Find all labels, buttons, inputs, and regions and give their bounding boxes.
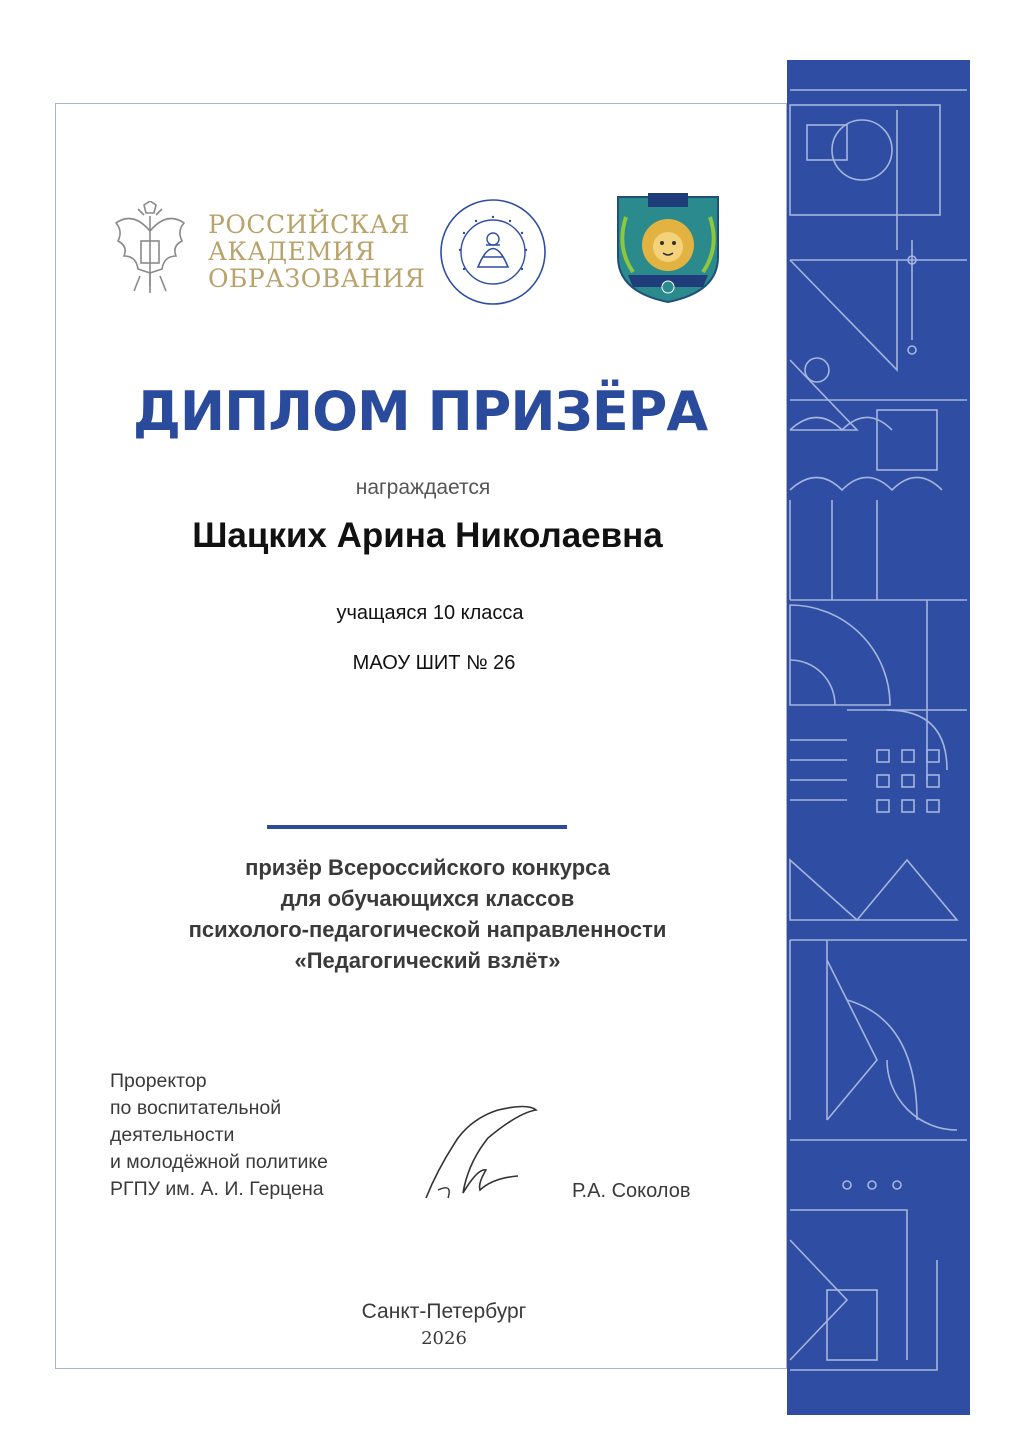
contest-line-1: призёр Всероссийского конкурса [245, 855, 610, 880]
decorative-pattern-band [787, 60, 970, 1415]
diploma-title: ДИПЛОМ ПРИЗЁРА [132, 380, 708, 443]
year-label: 2026 [421, 1328, 467, 1349]
signer-name: Р.А. Соколов [572, 1180, 691, 1202]
recipient-school: МАОУ ШИТ № 26 [352, 652, 516, 674]
recipient-name: Шацких Арина Николаевна [192, 516, 663, 555]
recipient-grade: учащаяся 10 класса [336, 602, 524, 624]
signer-line-4: и молодёжной политике [110, 1151, 329, 1173]
signer-line-2: по воспитательной [110, 1097, 282, 1119]
handwritten-signature [418, 1098, 548, 1213]
logos-row [108, 195, 748, 310]
herzen-seal-icon [438, 195, 548, 315]
city-label: Санкт-Петербург [361, 1300, 527, 1323]
contest-line-3: психолого-педагогической направленности [188, 917, 667, 942]
contest-line-2: для обучающихся классов [280, 886, 575, 911]
awarded-label: награждается [355, 476, 491, 499]
rao-line-3: ОБРАЗОВАНИЯ [208, 264, 426, 293]
signer-position [110, 1068, 328, 1203]
signer-line-5: РГПУ им. А. И. Герцена [110, 1178, 324, 1200]
rao-line-1: РОССИЙСКАЯ [208, 210, 410, 239]
signer-line-3: деятельности [110, 1124, 235, 1146]
divider-line [267, 825, 567, 829]
signer-line-1: Проректор [110, 1070, 207, 1092]
rao-line-2: АКАДЕМИЯ [208, 237, 376, 266]
rao-wordmark [208, 211, 425, 292]
contest-line-4: «Педагогический взлёт» [294, 948, 561, 973]
lion-crest-icon [608, 187, 728, 312]
double-headed-eagle-icon [108, 201, 193, 301]
contest-description [0, 852, 855, 976]
